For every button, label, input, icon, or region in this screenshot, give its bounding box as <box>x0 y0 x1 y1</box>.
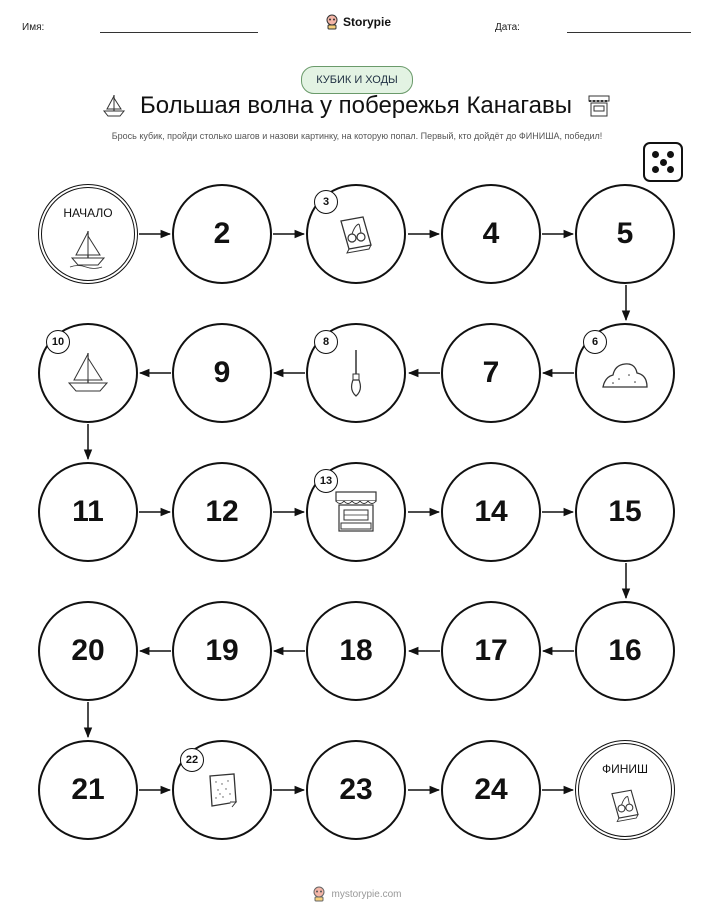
board-cell-16 <box>575 601 675 701</box>
board-cell-2 <box>172 184 272 284</box>
board-cell-7 <box>441 323 541 423</box>
footer-url[interactable]: mystorypie.com <box>331 888 402 900</box>
paper-sheet-icon <box>202 770 242 810</box>
paintbrush-icon <box>341 348 371 398</box>
cell-number: 9 <box>213 356 231 389</box>
board-cell-14 <box>441 462 541 562</box>
name-label: Имя: <box>22 22 45 33</box>
activity-badge: КУБИК И ХОДЫ <box>301 66 413 94</box>
cell-number: 21 <box>71 773 105 806</box>
board-cell-20 <box>38 601 138 701</box>
storypie-mascot-icon <box>312 886 326 902</box>
finish-cell <box>575 740 675 840</box>
cell-number: 16 <box>608 634 642 667</box>
board-cell-18 <box>306 601 406 701</box>
board-cell-17 <box>441 601 541 701</box>
cell-number: 5 <box>616 217 634 250</box>
cell-number: 19 <box>205 634 239 667</box>
cell-number: 2 <box>213 217 231 250</box>
cell-number: 4 <box>482 217 500 250</box>
finish-label: ФИНИШ <box>601 762 649 776</box>
cell-number-tag: 6 <box>583 330 607 354</box>
date-label: Дата: <box>495 22 520 33</box>
instructions: Брось кубик, пройди столько шагов и назови картинку, на которую попал. Первый, кто дойдёт до ФИНИША, победил! <box>111 131 603 141</box>
board-cell-4 <box>441 184 541 284</box>
market-stall-icon <box>331 487 381 537</box>
cell-number: 11 <box>72 495 104 528</box>
board-cell-11 <box>38 462 138 562</box>
cell-number-tag: 22 <box>180 748 204 772</box>
brand-name: Storypie <box>343 15 392 29</box>
cell-number: 23 <box>339 773 373 806</box>
board-cell-12 <box>172 462 272 562</box>
cell-number: 18 <box>339 634 373 667</box>
start-label: НАЧАЛО <box>63 206 113 220</box>
sailboat-icon <box>66 229 110 269</box>
cherries-box-icon <box>605 785 645 825</box>
footer <box>0 886 714 902</box>
start-cell <box>38 184 138 284</box>
sand-pile-icon <box>599 353 651 393</box>
cell-number: 14 <box>474 495 508 528</box>
sailboat-icon <box>63 350 113 396</box>
cell-number: 20 <box>71 634 105 667</box>
cell-number-tag: 13 <box>314 469 338 493</box>
cell-number: 15 <box>608 495 642 528</box>
cell-number-tag: 10 <box>46 330 70 354</box>
cell-number: 24 <box>474 773 508 806</box>
board-cell-24 <box>441 740 541 840</box>
cherries-box-icon <box>333 211 379 257</box>
board-cell-23 <box>306 740 406 840</box>
board-cell-15 <box>575 462 675 562</box>
board-cell-5 <box>575 184 675 284</box>
board-cell-21 <box>38 740 138 840</box>
board-cell-19 <box>172 601 272 701</box>
page-title: Большая волна у побережья Канагавы <box>140 92 572 119</box>
cell-number: 12 <box>205 495 239 528</box>
cell-number-tag: 3 <box>314 190 338 214</box>
cell-number-tag: 8 <box>314 330 338 354</box>
board-cell-9 <box>172 323 272 423</box>
cell-number: 7 <box>482 356 500 389</box>
cell-number: 17 <box>474 634 508 667</box>
